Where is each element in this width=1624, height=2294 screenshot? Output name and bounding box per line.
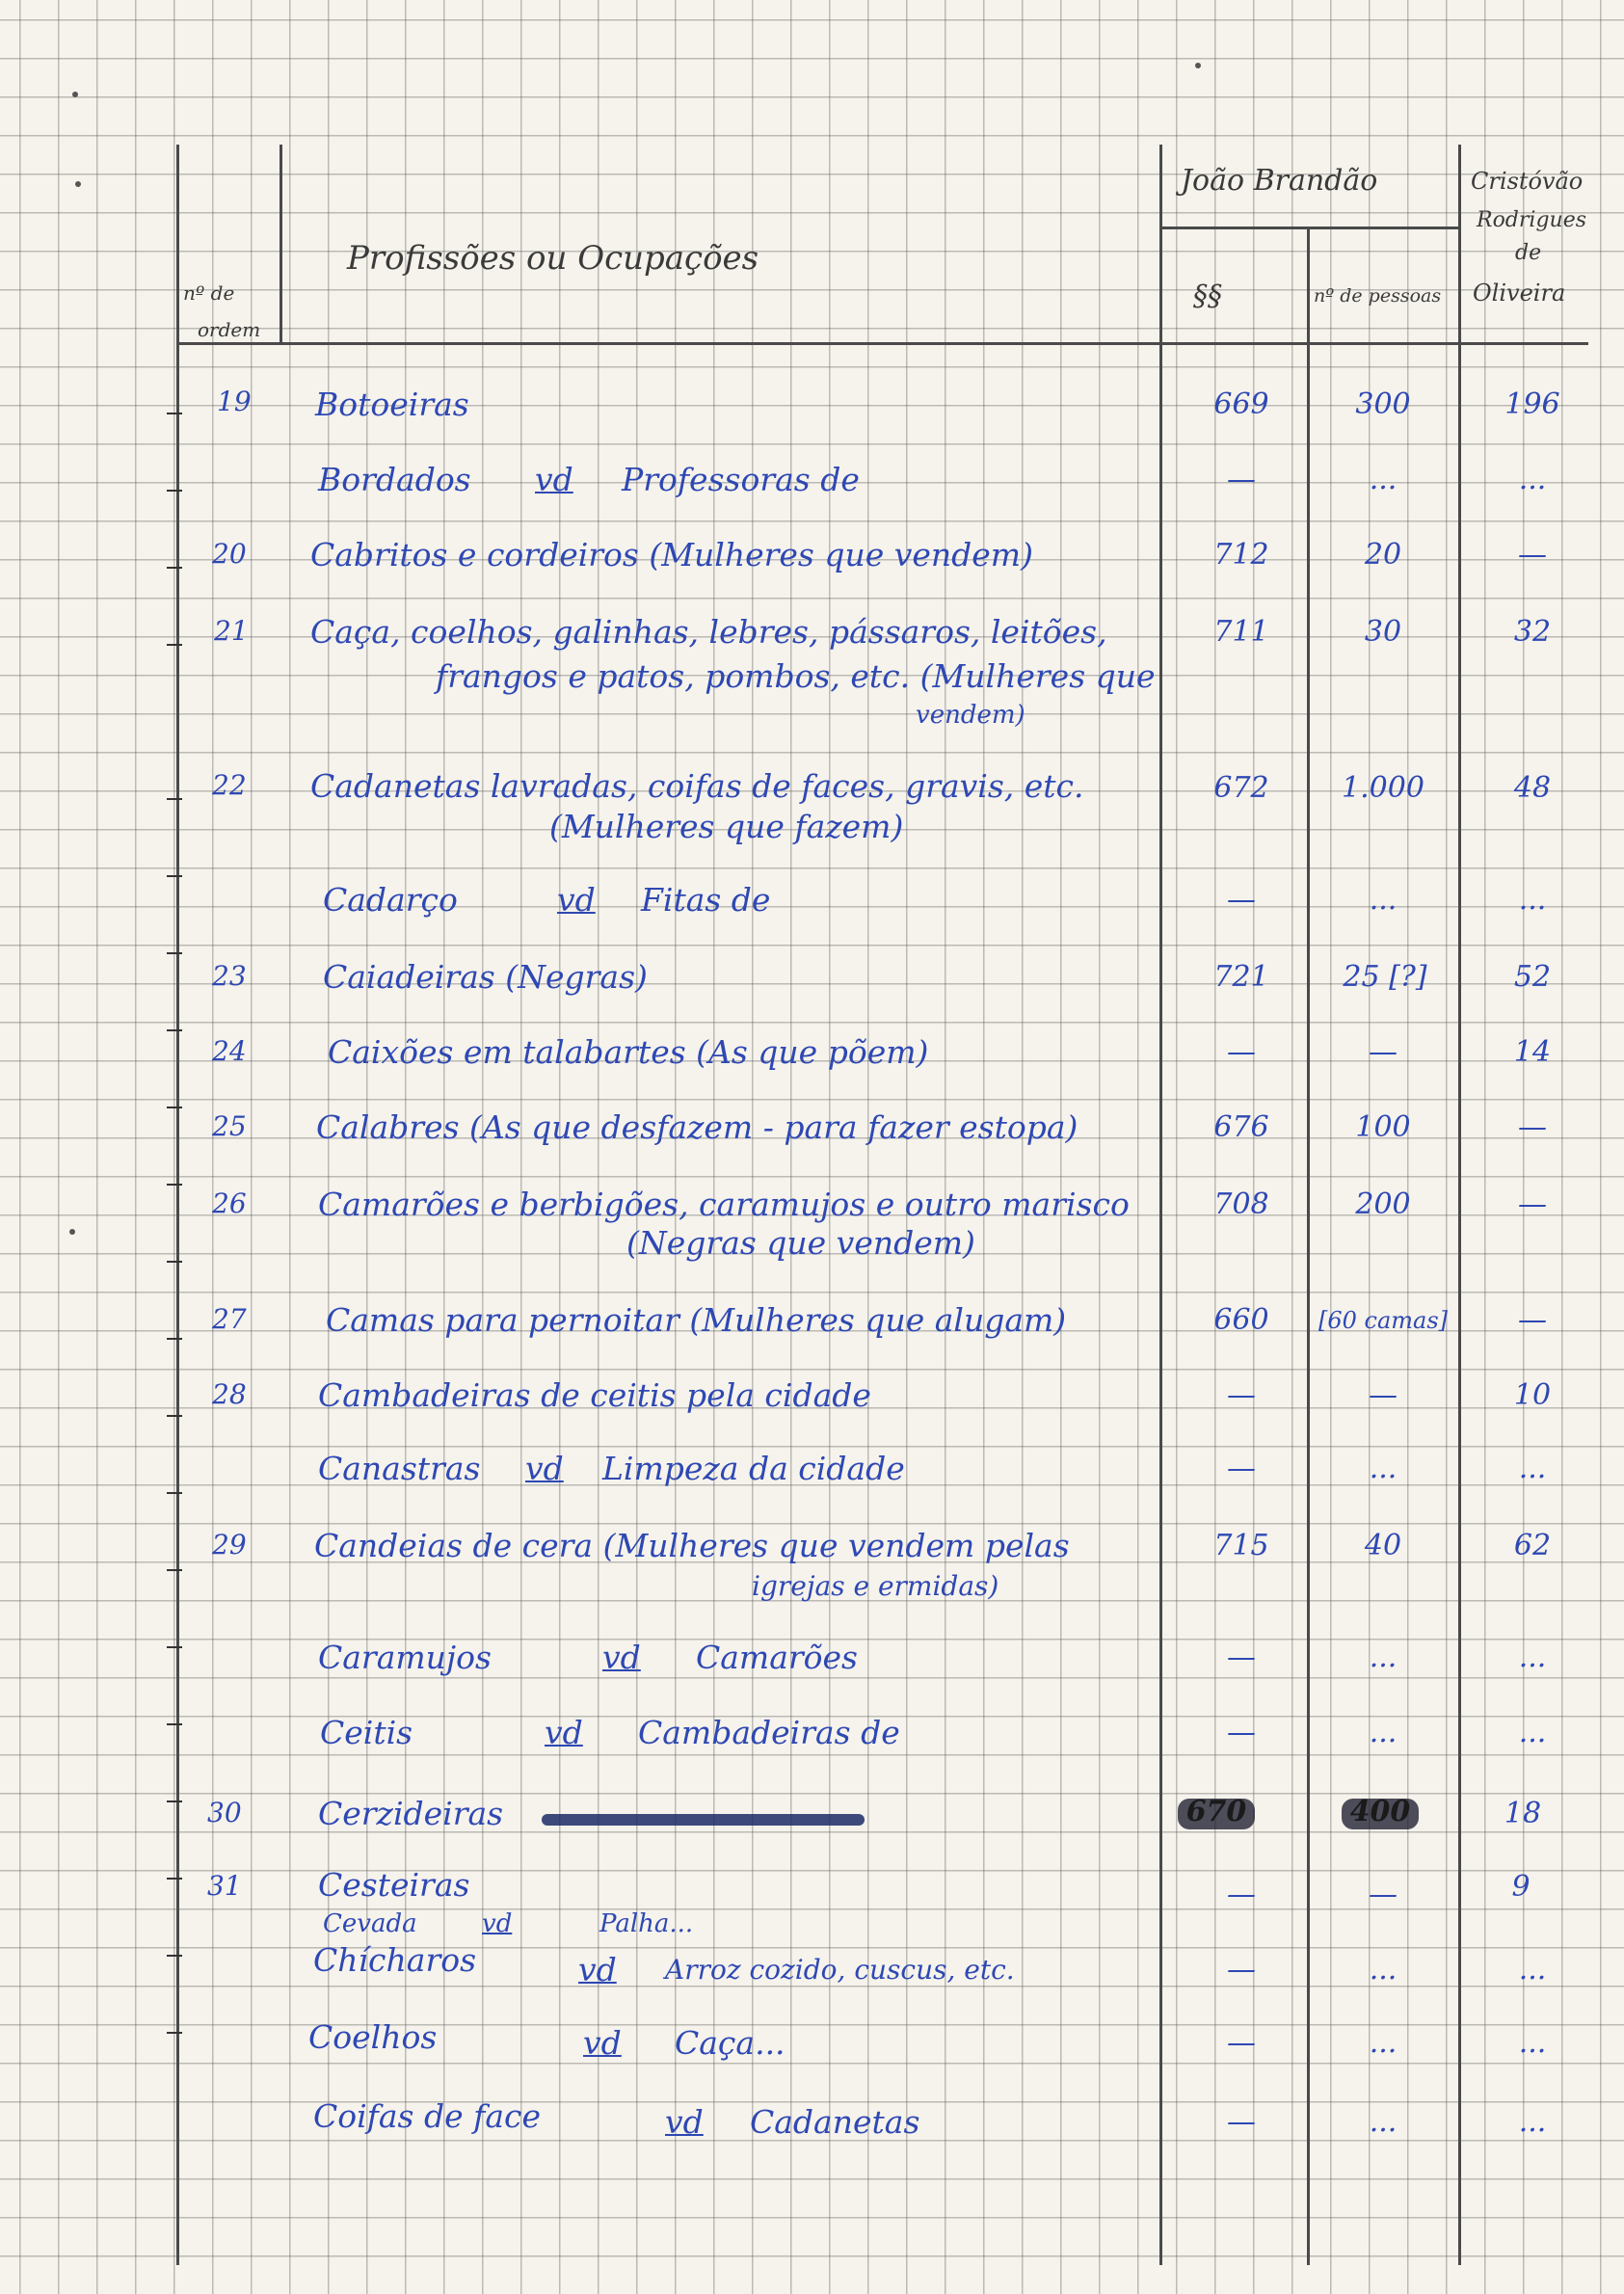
row-text-line1: Cesteiras xyxy=(318,1866,470,1904)
see-reference: vd xyxy=(482,1909,513,1938)
row-text-line3: vendem) xyxy=(916,701,1025,730)
reference-target: Camarões xyxy=(696,1639,858,1676)
joao-people-value: ... xyxy=(1369,463,1398,496)
row-text-line1: Bordados xyxy=(318,461,471,498)
cristovao-value: — xyxy=(1518,1110,1547,1144)
joao-section-value: — xyxy=(1227,1640,1256,1674)
see-reference: vd xyxy=(535,461,573,498)
row-text-line1: Coifas de face xyxy=(313,2097,542,2135)
row-number: 19 xyxy=(217,386,252,417)
cristovao-value: ... xyxy=(1518,1452,1547,1485)
joao-people-value: ... xyxy=(1369,1716,1398,1749)
row-number: 30 xyxy=(207,1797,242,1828)
row-text-line1: Calabres (As que desfazem - para fazer estopa) xyxy=(316,1108,1078,1146)
row-number: 21 xyxy=(214,615,249,647)
row-text-line1: Caixões em talabartes (As que põem) xyxy=(328,1033,929,1071)
row-text-line1: Cadarço xyxy=(323,881,458,919)
joao-people-value: — xyxy=(1369,1378,1398,1412)
joao-people-value: 1.000 xyxy=(1342,771,1424,805)
row-text-line1: Caramujos xyxy=(318,1639,492,1676)
joao-section-value: — xyxy=(1227,2105,1256,2139)
joao-people-value: 300 xyxy=(1355,387,1411,421)
row-text-line1: Camarões e berbigões, caramujos e outro marisco xyxy=(318,1186,1130,1223)
joao-people-value: [60 camas] xyxy=(1318,1307,1449,1334)
joao-people-value: 30 xyxy=(1364,615,1402,649)
joao-section-value: 721 xyxy=(1213,960,1269,994)
row-text-line2: (Negras que vendem) xyxy=(626,1224,975,1262)
see-reference: vd xyxy=(578,1951,617,1988)
row-text-line2: frangos e patos, pombos, etc. (Mulheres que xyxy=(436,657,1156,695)
joao-people-value: ... xyxy=(1369,1953,1398,1987)
joao-section-value: — xyxy=(1227,1878,1256,1911)
joao-section-value: — xyxy=(1227,1953,1256,1987)
joao-section-value: — xyxy=(1227,1035,1256,1069)
row-text-line1: Coelhos xyxy=(308,2018,438,2056)
joao-section-value: — xyxy=(1227,1452,1256,1485)
reference-target: Limpeza da cidade xyxy=(602,1450,905,1487)
cristovao-header-3: de xyxy=(1515,241,1542,265)
cristovao-value: 10 xyxy=(1513,1378,1552,1412)
joao-section-header: §§ xyxy=(1193,280,1222,313)
row-number: 29 xyxy=(212,1529,247,1560)
joao-people-value: 100 xyxy=(1355,1110,1411,1144)
joao-people-value: 40 xyxy=(1364,1529,1402,1562)
cristovao-value: 18 xyxy=(1504,1797,1542,1830)
row-text-line1: Botoeiras xyxy=(315,386,469,423)
row-text-line1: Cambadeiras de ceitis pela cidade xyxy=(318,1376,871,1414)
joao-people-value: ... xyxy=(1369,1452,1398,1485)
cristovao-value: ... xyxy=(1518,463,1547,496)
reference-target: Caça... xyxy=(675,2024,785,2062)
cristovao-value: — xyxy=(1518,1187,1547,1221)
cristovao-column-line xyxy=(1458,145,1461,2265)
cristovao-value: 9 xyxy=(1511,1870,1531,1904)
reference-target: Palha... xyxy=(599,1909,694,1938)
joao-people-value: 200 xyxy=(1355,1187,1411,1221)
cristovao-value: ... xyxy=(1518,1640,1547,1674)
joao-column-line xyxy=(1159,145,1162,2265)
row-number: 24 xyxy=(212,1035,247,1067)
joao-people-value: — xyxy=(1369,1035,1398,1069)
cristovao-header-1: Cristóvão xyxy=(1471,168,1584,195)
joao-section-value: 669 xyxy=(1213,387,1269,421)
joao-people-header: nº de pessoas xyxy=(1314,285,1442,307)
see-reference: vd xyxy=(602,1639,641,1676)
see-reference: vd xyxy=(665,2103,704,2141)
joao-people-value: 20 xyxy=(1364,538,1402,572)
joao-people-value: ... xyxy=(1369,883,1398,917)
joao-people-value: — xyxy=(1369,1878,1398,1911)
see-reference: vd xyxy=(583,2024,622,2062)
row-text-line1: Cabritos e cordeiros (Mulheres que vendem) xyxy=(310,536,1033,574)
joao-header-divider xyxy=(1159,227,1458,229)
header-bottom-line xyxy=(176,342,1588,345)
cristovao-value: — xyxy=(1518,1303,1547,1337)
row-text-line1: Camas para pernoitar (Mulheres que alugam) xyxy=(326,1301,1067,1339)
row-number: 25 xyxy=(212,1110,247,1142)
left-margin-line xyxy=(176,145,179,2265)
row-number: 23 xyxy=(212,960,247,992)
joao-section-value: 708 xyxy=(1213,1187,1269,1221)
cristovao-value: 14 xyxy=(1513,1035,1552,1069)
see-reference: vd xyxy=(557,881,596,919)
row-number: 28 xyxy=(212,1378,247,1410)
row-text-line2: (Mulheres que fazem) xyxy=(549,808,904,845)
row-text-line1: Caça, coelhos, galinhas, lebres, pássaros, leitões, xyxy=(310,613,1107,651)
cristovao-value: 48 xyxy=(1513,771,1552,805)
cristovao-value: ... xyxy=(1518,2105,1547,2139)
see-reference: vd xyxy=(545,1714,583,1751)
joao-section-value: — xyxy=(1227,2026,1256,2060)
profession-column-line xyxy=(280,145,282,342)
cristovao-value: 62 xyxy=(1513,1529,1552,1562)
row-number: 31 xyxy=(207,1870,242,1902)
joao-section-value: — xyxy=(1227,883,1256,917)
joao-section-value: — xyxy=(1227,1378,1256,1412)
joao-sub-column-line xyxy=(1307,227,1310,2265)
cristovao-header-4: Oliveira xyxy=(1473,280,1566,307)
joao-section-value: 670 xyxy=(1185,1795,1247,1828)
row-text-line1: Ceitis xyxy=(320,1714,413,1751)
joao-section-value: — xyxy=(1227,463,1256,496)
row-text-line1: Cadanetas lavradas, coifas de faces, gravis, etc. xyxy=(310,767,1084,805)
cristovao-value: 52 xyxy=(1513,960,1552,994)
reference-target: Cadanetas xyxy=(750,2103,920,2141)
joao-people-value: ... xyxy=(1369,2026,1398,2060)
cristovao-value: — xyxy=(1518,538,1547,572)
struck-out-text xyxy=(542,1814,865,1826)
row-text-line1: Candeias de cera (Mulheres que vendem pelas xyxy=(314,1527,1070,1564)
joao-people-value: 25 [?] xyxy=(1343,960,1427,994)
cristovao-value: ... xyxy=(1518,1953,1547,1987)
cristovao-value: ... xyxy=(1518,2026,1547,2060)
row-number: 26 xyxy=(212,1187,247,1219)
joao-people-value: 400 xyxy=(1349,1795,1411,1828)
cristovao-value: ... xyxy=(1518,1716,1547,1749)
joao-section-value: 660 xyxy=(1213,1303,1269,1337)
number-header-line2: ordem xyxy=(198,318,261,341)
number-header-line1: nº de xyxy=(183,281,235,305)
joao-section-value: 711 xyxy=(1213,615,1269,649)
cristovao-value: ... xyxy=(1518,883,1547,917)
cristovao-header-2: Rodrigues xyxy=(1477,208,1587,232)
joao-section-value: 672 xyxy=(1213,771,1269,805)
reference-target: Fitas de xyxy=(641,881,771,919)
profession-header: Profissões ou Ocupações xyxy=(347,239,759,278)
row-text-line1: Cerzideiras xyxy=(318,1795,504,1832)
row-text-line1: Cevada xyxy=(323,1909,417,1938)
cristovao-value: 32 xyxy=(1513,615,1552,649)
joao-header: João Brandão xyxy=(1181,164,1378,198)
cristovao-value: 196 xyxy=(1504,387,1560,421)
reference-target: Cambadeiras de xyxy=(638,1714,900,1751)
row-text-line1: Caiadeiras (Negras) xyxy=(323,958,648,996)
joao-people-value: ... xyxy=(1369,1640,1398,1674)
joao-section-value: — xyxy=(1227,1716,1256,1749)
row-text-line1: Chícharos xyxy=(313,1941,477,1979)
joao-section-value: 676 xyxy=(1213,1110,1269,1144)
joao-people-value: ... xyxy=(1369,2105,1398,2139)
row-number: 22 xyxy=(212,769,247,801)
reference-target: Arroz cozido, cuscus, etc. xyxy=(665,1954,1015,1986)
see-reference: vd xyxy=(525,1450,564,1487)
row-text-line2: igrejas e ermidas) xyxy=(752,1570,999,1602)
row-text-line1: Canastras xyxy=(318,1450,481,1487)
row-number: 27 xyxy=(212,1303,247,1335)
joao-section-value: 715 xyxy=(1213,1529,1269,1562)
row-number: 20 xyxy=(212,538,247,570)
reference-target: Professoras de xyxy=(622,461,860,498)
joao-section-value: 712 xyxy=(1213,538,1269,572)
